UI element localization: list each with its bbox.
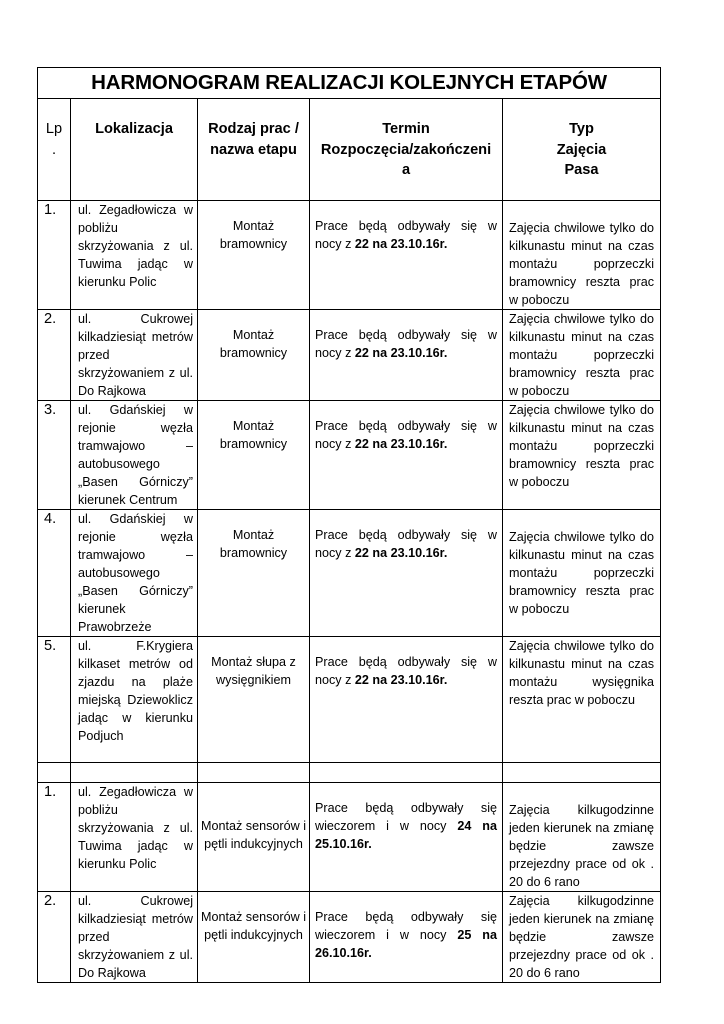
header-term — [310, 99, 503, 201]
row-type: Zajęcia kilkugodzinne jeden kierunek na zmianę będzie zawsze przejezdny prace od ok . 20 do 6 rano — [503, 783, 661, 892]
header-type-line2: Zajęcia — [556, 141, 607, 158]
row-lp: 5. — [38, 637, 71, 763]
row-work: Montaż bramownicy — [198, 201, 310, 310]
row-location: ul. Cukrowej kilkadziesiąt metrów przed skrzyżowaniem z ul. Do Rajkowa — [71, 310, 198, 401]
row-lp: 3. — [38, 401, 71, 510]
row-term-date: 22 na 23.10.16r. — [354, 346, 448, 360]
row-lp: 2. — [38, 310, 71, 401]
empty-cell — [38, 763, 71, 783]
empty-cell — [71, 763, 198, 783]
row-term-date: 24 na 25.10.16r. — [315, 819, 497, 851]
row-term — [310, 892, 503, 983]
row-term-date: 22 na 23.10.16r. — [354, 237, 448, 251]
table-row — [38, 783, 661, 892]
row-term-text: Prace będą odbywały się wieczorem i w nocy — [315, 801, 497, 833]
row-term — [310, 201, 503, 310]
row-term-text: Prace będą odbywały się w nocy z — [315, 419, 497, 451]
header-term-line2: Rozpoczęcia/zakończeni — [320, 141, 492, 158]
row-term-text: Prace będą odbywały się w nocy z — [315, 655, 497, 687]
row-term-date: 22 na 23.10.16r. — [354, 546, 448, 560]
row-term — [310, 310, 503, 401]
empty-cell — [198, 763, 310, 783]
row-term-text: Prace będą odbywały się w nocy z — [315, 528, 497, 560]
row-type: Zajęcia chwilowe tylko do kilkunastu minut na czas montażu poprzeczki bramownicy reszta prac w poboczu — [503, 510, 661, 637]
row-work: Montaż bramownicy — [198, 310, 310, 401]
row-term — [310, 510, 503, 637]
row-lp: 4. — [38, 510, 71, 637]
table-row — [38, 637, 661, 763]
row-term-text: Prace będą odbywały się w nocy z — [315, 219, 497, 251]
title-row — [38, 68, 661, 99]
row-term-date: 22 na 23.10.16r. — [354, 437, 448, 451]
row-term — [310, 783, 503, 892]
row-term-text: Prace będą odbywały się w nocy z — [315, 328, 497, 360]
empty-cell — [310, 763, 503, 783]
row-type: Zajęcia chwilowe tylko do kilkunastu minut na czas montażu poprzeczki bramownicy reszta prac w poboczu — [503, 310, 661, 401]
row-work: Montaż bramownicy — [198, 510, 310, 637]
header-lp — [38, 99, 71, 201]
row-lp: 2. — [38, 892, 71, 983]
header-work — [198, 99, 310, 201]
row-location: ul. F.Krygiera kilkaset metrów od zjazdu na plaże miejską Dziewoklicz jadąc w kierunku Podjuch — [71, 637, 198, 763]
table-row — [38, 892, 661, 983]
header-term-line1: Termin — [382, 121, 430, 137]
row-location: ul. Zegadłowicza w pobliżu skrzyżowania z ul. Tuwima jadąc w kierunku Polic — [71, 783, 198, 892]
schedule-document — [37, 67, 660, 983]
header-type-line1: Typ — [569, 121, 594, 137]
row-location: ul. Gdańskiej w rejonie węzła tramwajowo – autobusowego „Basen Górniczy” kierunek Centrum — [71, 401, 198, 510]
row-work: Montaż bramownicy — [198, 401, 310, 510]
header-term-line3: a — [401, 162, 411, 178]
row-location: ul. Gdańskiej w rejonie węzła tramwajowo – autobusowego „Basen Górniczy” kierunek Prawobrzeże — [71, 510, 198, 637]
header-row — [38, 99, 661, 201]
header-work-line2: nazwa etapu — [210, 141, 297, 158]
row-lp: 1. — [38, 783, 71, 892]
row-work: Montaż sensorów i pętli indukcyjnych — [198, 892, 310, 983]
row-term — [310, 401, 503, 510]
header-work-line1: Rodzaj prac / — [208, 121, 299, 137]
row-term — [310, 637, 503, 763]
header-location-label: Lokalizacja — [95, 121, 173, 137]
header-lp-line1: Lp — [45, 121, 63, 137]
row-work: Montaż sensorów i pętli indukcyjnych — [198, 783, 310, 892]
table-row — [38, 201, 661, 310]
row-work: Montaż słupa z wysięgnikiem — [198, 637, 310, 763]
row-type: Zajęcia chwilowe tylko do kilkunastu minut na czas montażu wysięgnika reszta prac w poboczu — [503, 637, 661, 763]
header-location — [71, 99, 198, 201]
row-lp: 1. — [38, 201, 71, 310]
row-term-date: 25 na 26.10.16r. — [315, 928, 497, 960]
header-lp-line2: . — [51, 141, 57, 158]
header-type — [503, 99, 661, 201]
table-row — [38, 310, 661, 401]
row-location: ul. Cukrowej kilkadziesiąt metrów przed skrzyżowaniem z ul. Do Rajkowa — [71, 892, 198, 983]
row-type: Zajęcia chwilowe tylko do kilkunastu minut na czas montażu poprzeczki bramownicy reszta prac w poboczu — [503, 401, 661, 510]
row-type: Zajęcia chwilowe tylko do kilkunastu minut na czas montażu poprzeczki bramownicy reszta prac w poboczu — [503, 201, 661, 310]
row-term-text: Prace będą odbywały się wieczorem i w nocy — [315, 910, 497, 942]
schedule-table — [37, 67, 661, 983]
table-row — [38, 510, 661, 637]
empty-cell — [503, 763, 661, 783]
document-title: HARMONOGRAM REALIZACJI KOLEJNYCH ETAPÓW — [38, 68, 661, 99]
row-term-date: 22 na 23.10.16r. — [354, 673, 448, 687]
empty-row — [38, 763, 661, 783]
table-row — [38, 401, 661, 510]
row-location: ul. Zegadłowicza w pobliżu skrzyżowania z ul. Tuwima jadąc w kierunku Polic — [71, 201, 198, 310]
row-type: Zajęcia kilkugodzinne jeden kierunek na zmianę będzie zawsze przejezdny prace od ok . 20 do 6 rano — [503, 892, 661, 983]
header-type-line3: Pasa — [564, 162, 599, 178]
